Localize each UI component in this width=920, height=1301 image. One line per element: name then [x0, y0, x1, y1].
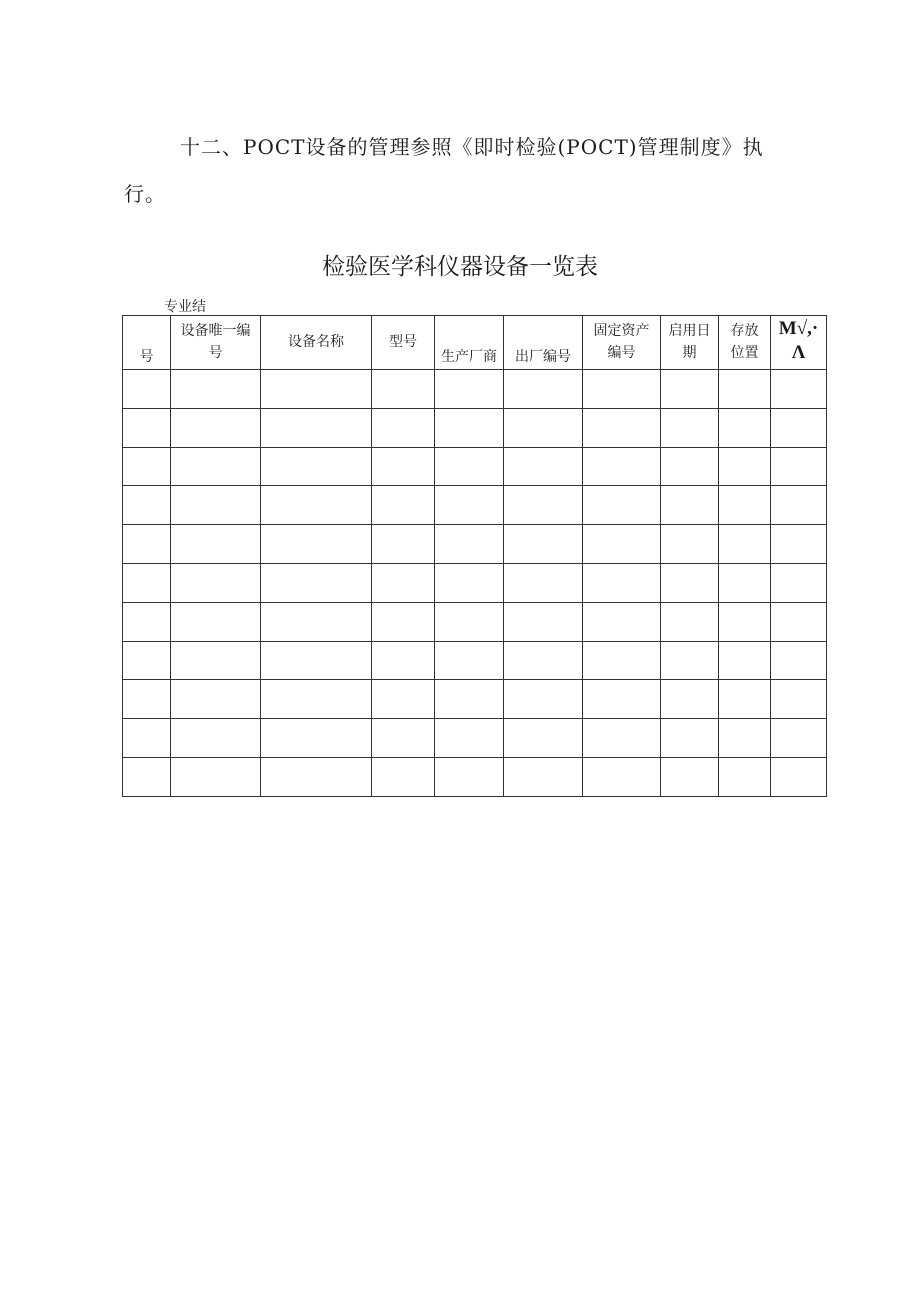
table-cell [504, 486, 583, 525]
table-cell [261, 680, 372, 719]
table-cell [123, 641, 171, 680]
table-cell [771, 563, 827, 602]
table-cell [261, 757, 372, 796]
table-cell [583, 563, 661, 602]
table-cell [719, 641, 771, 680]
table-cell [583, 602, 661, 641]
table-cell [583, 447, 661, 486]
table-cell [435, 447, 504, 486]
table-cell [504, 602, 583, 641]
table-cell [771, 408, 827, 447]
table-cell [719, 525, 771, 564]
table-row [123, 370, 827, 409]
table-cell [261, 602, 372, 641]
table-cell [583, 757, 661, 796]
col-header-number: 号 [123, 316, 171, 370]
paragraph-text: 十二、POCT设备的管理参照《即时检验(POCT)管理制度》执行。 [124, 135, 764, 206]
table-cell [171, 408, 261, 447]
table-cell [771, 680, 827, 719]
table-cell [661, 719, 719, 758]
table-cell [372, 447, 435, 486]
table-cell [123, 563, 171, 602]
table-cell [435, 719, 504, 758]
table-cell [771, 757, 827, 796]
table-cell [435, 563, 504, 602]
table-cell [372, 525, 435, 564]
table-cell [123, 757, 171, 796]
table-cell [372, 757, 435, 796]
table-cell [372, 641, 435, 680]
table-row [123, 602, 827, 641]
table-cell [771, 719, 827, 758]
header-row [123, 316, 827, 370]
table-cell [261, 563, 372, 602]
table-cell [261, 408, 372, 447]
table-cell [661, 563, 719, 602]
table-cell [719, 719, 771, 758]
col-header-asset-number: 固定资产 编号 [583, 316, 661, 370]
table-cell [583, 719, 661, 758]
table-cell [661, 602, 719, 641]
table-cell [171, 563, 261, 602]
table-cell [719, 486, 771, 525]
table-cell [719, 447, 771, 486]
table-cell [123, 719, 171, 758]
table-cell [372, 563, 435, 602]
table-cell [504, 563, 583, 602]
table-cell [372, 370, 435, 409]
table-cell [372, 719, 435, 758]
table-cell [771, 641, 827, 680]
table-cell [719, 680, 771, 719]
table-cell [261, 447, 372, 486]
col-header-start-date: 启用日 期 [661, 316, 719, 370]
table-cell [504, 641, 583, 680]
table-cell [171, 525, 261, 564]
table-cell [583, 680, 661, 719]
table-row [123, 525, 827, 564]
table-cell [435, 525, 504, 564]
table-row [123, 563, 827, 602]
table-cell [261, 719, 372, 758]
table-cell [123, 370, 171, 409]
table-cell [504, 757, 583, 796]
table-row [123, 408, 827, 447]
table-cell [171, 370, 261, 409]
table-cell [661, 641, 719, 680]
table-cell [504, 447, 583, 486]
table-cell [504, 370, 583, 409]
table-cell [123, 525, 171, 564]
table-cell [719, 563, 771, 602]
table-cell [261, 370, 372, 409]
table-cell [771, 525, 827, 564]
table-cell [435, 641, 504, 680]
table-cell [171, 602, 261, 641]
table-cell [435, 408, 504, 447]
equipment-table [122, 315, 827, 797]
table-cell [583, 486, 661, 525]
table-cell [435, 602, 504, 641]
table-cell [123, 408, 171, 447]
table-cell [171, 641, 261, 680]
table-cell [261, 486, 372, 525]
table-cell [171, 447, 261, 486]
table-header [123, 316, 827, 370]
table-cell [719, 408, 771, 447]
table-cell [583, 525, 661, 564]
table-cell [261, 525, 372, 564]
sub-label: 专业结 [164, 299, 206, 315]
table-cell [504, 719, 583, 758]
table-cell [771, 370, 827, 409]
table-cell [372, 408, 435, 447]
col-header-manufacturer: 生产厂商 [435, 316, 504, 370]
table-cell [771, 447, 827, 486]
table-cell [435, 370, 504, 409]
col-header-symbol: M√,· Λ [771, 316, 827, 370]
table-cell [504, 525, 583, 564]
table-row [123, 719, 827, 758]
table-cell [435, 486, 504, 525]
table-cell [719, 370, 771, 409]
col-header-device-uid: 设备唯一编 号 [171, 316, 261, 370]
table-row [123, 757, 827, 796]
table-cell [661, 486, 719, 525]
table-cell [504, 680, 583, 719]
table-body [123, 370, 827, 797]
table-cell [504, 408, 583, 447]
col-header-model: 型号 [372, 316, 435, 370]
col-header-serial-number: 出厂编号 [504, 316, 583, 370]
table-cell [583, 370, 661, 409]
col-header-location: 存放 位置 [719, 316, 771, 370]
table-cell [435, 680, 504, 719]
table-cell [661, 757, 719, 796]
table-cell [583, 641, 661, 680]
table-cell [372, 680, 435, 719]
table-cell [661, 370, 719, 409]
table-cell [171, 757, 261, 796]
table-cell [661, 525, 719, 564]
table-cell [719, 757, 771, 796]
table-cell [771, 486, 827, 525]
table-cell [583, 408, 661, 447]
table-cell [123, 680, 171, 719]
table-cell [261, 641, 372, 680]
table-cell [171, 680, 261, 719]
table-cell [661, 680, 719, 719]
table-cell [719, 602, 771, 641]
table-cell [771, 602, 827, 641]
table-row [123, 680, 827, 719]
table-cell [372, 486, 435, 525]
table-cell [123, 602, 171, 641]
table-row [123, 447, 827, 486]
col-header-device-name: 设备名称 [261, 316, 372, 370]
table-cell [171, 486, 261, 525]
table-cell [123, 486, 171, 525]
table-row [123, 486, 827, 525]
table-cell [661, 447, 719, 486]
table-cell [372, 602, 435, 641]
table-cell [123, 447, 171, 486]
table-cell [171, 719, 261, 758]
table-row [123, 641, 827, 680]
table-cell [435, 757, 504, 796]
table-cell [661, 408, 719, 447]
table-title: 检验医学科仪器设备一览表 [322, 254, 598, 280]
